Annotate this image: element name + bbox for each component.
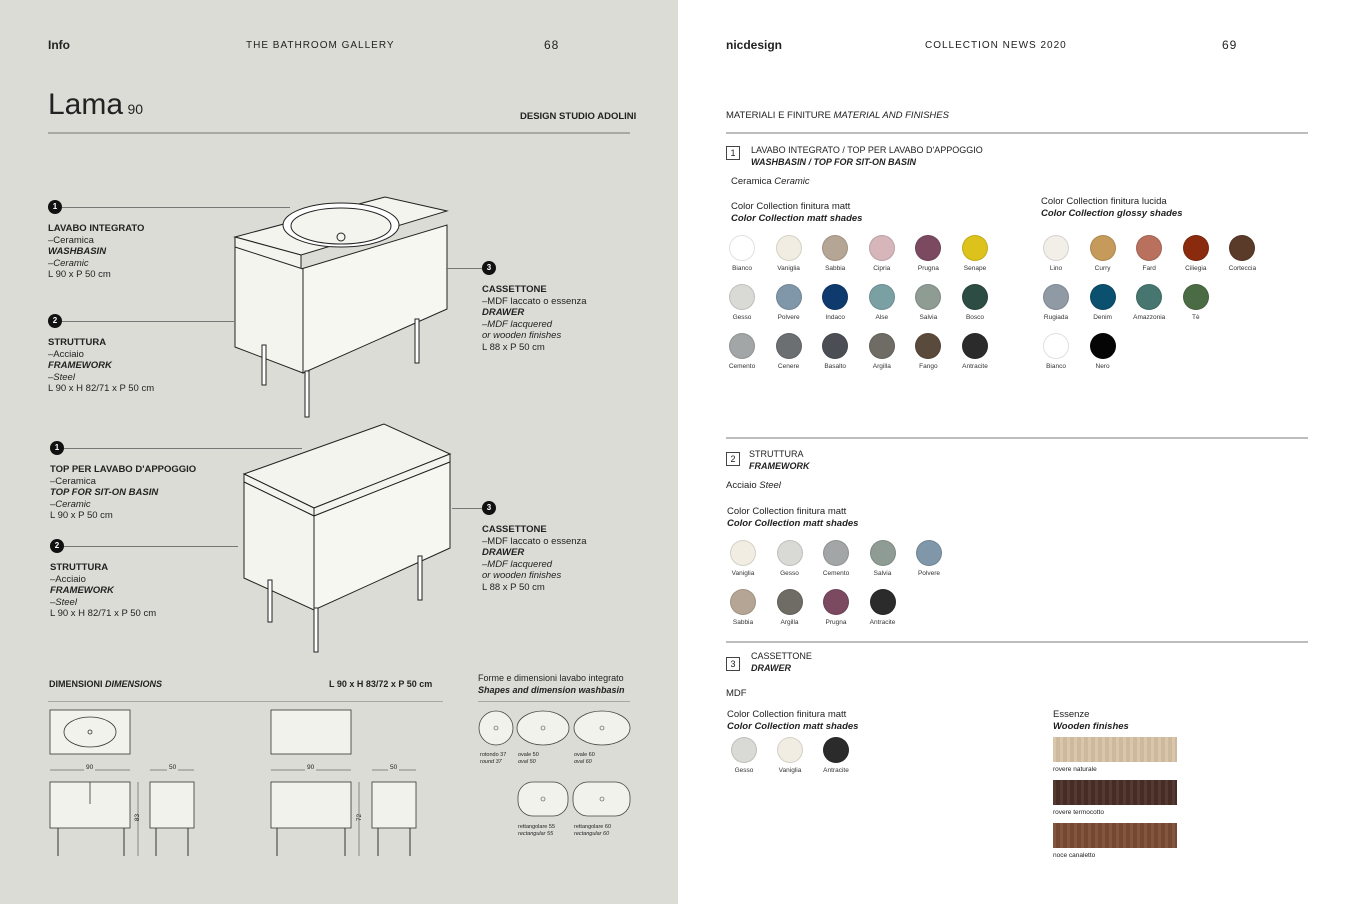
section-2-material [726,480,781,491]
shape-label-1 [480,752,506,765]
material-en: Ceramic [774,176,810,187]
swatch-label: Bianco [732,265,752,272]
swatch-label: Alse [875,314,889,321]
shape-label-en: oval 50 [518,758,536,765]
callout-line: –Steel [48,371,75,383]
section-1-matt-title [731,201,862,224]
swatch-color [822,333,848,359]
callout-line: FRAMEWORK [48,360,112,371]
page-title [48,88,143,122]
color-swatch [858,333,906,370]
color-swatch [811,235,859,272]
swatch-color [729,284,755,310]
callout-2-leader [62,321,234,322]
collection-title-en: Color Collection glossy shades [1041,207,1183,219]
color-swatch [1172,284,1220,321]
swatch-label: Antracite [962,363,988,370]
callout-line: –MDF laccato o essenza [482,535,587,547]
shape-label-it: ovale 60 [574,752,595,758]
swatch-color [729,333,755,359]
section-1-glossy-title [1041,196,1182,219]
callout-line: CASSETTONE [482,524,547,535]
swatch-color [730,540,756,566]
shape-label-en: rectangular 55 [518,830,554,837]
swatch-label: Vaniglia [778,767,802,774]
section-2-title [749,449,810,472]
callout-line: WASHBASIN [48,246,107,257]
swatch-label: Gesso [734,767,754,774]
callout-3-text [482,284,587,353]
color-swatch [1125,284,1173,321]
swatch-color [823,589,849,615]
callout-3-leader [446,268,482,269]
swatch-color [1043,333,1069,359]
callout-line: STRUTTURA [48,337,107,348]
color-swatch [719,540,767,577]
swatch-label: Fango [919,363,938,370]
shape-label-4 [518,824,555,837]
swatch-label: Denim [1093,314,1112,321]
swatch-label: Argilla [780,619,799,626]
color-swatch [859,540,907,577]
shape-label-it: ovale 50 [518,752,539,758]
section-1-material [731,176,810,187]
collection-title-en: Color Collection matt shades [731,212,863,224]
section-2-title-en: FRAMEWORK [749,460,810,471]
swatch-color [1090,235,1116,261]
callout-2b-marker: 2 [50,539,64,553]
callout-line: –Ceramica [48,234,94,246]
callout-line: –Steel [50,596,77,608]
swatch-label: Fard [1142,265,1156,272]
swatch-color [776,284,802,310]
wood-title [1053,709,1129,732]
collection-title-it: Color Collection finitura matt [727,709,847,720]
callout-3-marker: 3 [482,261,496,275]
section-3-divider [726,641,1308,643]
callout-1-leader [62,207,290,208]
callout-line: or wooden finishes [482,570,562,581]
callout-line: DRAWER [482,307,525,318]
swatch-color [1136,284,1162,310]
section-label: Info [48,38,70,52]
color-swatch [1079,333,1127,370]
swatch-color [962,333,988,359]
callout-line: L 90 x P 50 cm [48,269,111,280]
swatch-color [915,333,941,359]
color-swatch [858,235,906,272]
color-swatch [1032,333,1080,370]
section-3-material: MDF [726,688,747,699]
top-cabinet-drawing [238,420,458,660]
color-swatch [951,284,999,321]
color-swatch [951,333,999,370]
section-1-title-it: LAVABO INTEGRATO / TOP PER LAVABO D'APPOGGIO [751,145,983,155]
section-3-number: 3 [726,657,740,671]
swatch-color [731,737,757,763]
swatch-color [730,589,756,615]
swatch-color [870,540,896,566]
color-swatch [811,284,859,321]
section-1-title-en: WASHBASIN / TOP FOR SIT-ON BASIN [751,156,917,167]
swatch-label: Senape [963,265,987,272]
section-2-title-it: STRUTTURA [749,449,804,459]
section-2-number: 2 [726,452,740,466]
callout-line: –Ceramica [50,475,96,487]
color-swatch [718,284,766,321]
swatch-color [776,333,802,359]
shape-label-en: rectangular 60 [574,830,610,837]
swatch-color [776,235,802,261]
wood-label: noce canaletto [1053,852,1096,859]
wood-swatch [1053,737,1177,762]
swatch-label: Polvere [777,314,800,321]
product-name: Lama [48,88,124,121]
color-swatch [1125,235,1173,272]
swatch-label: Cemento [822,570,850,577]
swatch-label: Corteccia [1228,265,1257,272]
swatch-label: Lino [1049,265,1063,272]
swatch-label: Sabbia [825,265,846,272]
designer: DESIGN STUDIO ADOLINI [520,111,637,122]
section-3-title-en: DRAWER [751,662,791,673]
height-dim-2: 72 [356,813,364,822]
color-swatch [951,235,999,272]
callout-line: TOP PER LAVABO D'APPOGGIO [50,464,197,475]
washbasin-cabinet-drawing [225,185,455,425]
color-swatch [904,235,952,272]
wood-label: rovere termocotto [1053,809,1104,816]
swatch-label: Antracite [869,619,896,626]
swatch-label: Cipria [873,265,891,272]
collection-title-it: Color Collection finitura matt [727,506,847,517]
callout-line: STRUTTURA [50,562,109,573]
callout-1b-leader [64,448,302,449]
swatch-label: Bianco [1046,363,1066,370]
swatch-label: Gesso [780,570,799,577]
color-swatch [905,540,953,577]
swatch-label: Bosco [965,314,985,321]
shape-label-it: rettangolare 55 [518,824,555,830]
section-1-number: 1 [726,146,740,160]
wood-title-en: Wooden finishes [1053,720,1129,732]
swatch-color [915,284,941,310]
color-swatch [904,333,952,370]
swatch-label: Salvia [873,570,892,577]
materials-title-en: MATERIAL AND FINISHES [833,110,949,121]
color-swatch [718,333,766,370]
swatch-color [962,284,988,310]
callout-line: FRAMEWORK [50,585,114,596]
materials-title-it: MATERIALI E FINITURE [726,110,831,121]
callout-1-text [48,223,144,281]
swatch-label: Tè [1192,314,1200,321]
color-swatch [720,737,768,774]
color-swatch [765,333,813,370]
callout-line: L 90 x P 50 cm [50,510,113,521]
color-swatch [811,333,859,370]
swatch-color [1043,235,1069,261]
swatch-label: Nero [1095,363,1110,370]
swatch-color [822,284,848,310]
shapes-title-it: Forme e dimensioni lavabo integrato [478,673,624,683]
swatch-label: Prugna [825,619,847,626]
depth-dim-2: 50 [390,764,398,771]
color-swatch [858,284,906,321]
dimension-drawings [48,708,448,860]
swatch-color [1183,284,1209,310]
swatch-label: Rugiada [1043,314,1069,321]
callout-line: L 88 x P 50 cm [482,581,545,593]
color-swatch [812,589,860,626]
callout-1-marker: 1 [48,200,62,214]
dimensions-label-en: DIMENSIONS [105,679,163,689]
collection-title-it: Color Collection finitura matt [731,201,851,212]
color-swatch [766,737,814,774]
callout-2-text [48,337,154,395]
color-swatch [904,284,952,321]
material-it: Acciaio [726,480,757,491]
callout-line: DRAWER [482,547,525,558]
swatch-label: Indaco [825,314,845,321]
callout-line: L 90 x H 82/71 x P 50 cm [48,383,155,394]
swatch-color [962,235,988,261]
dimensions-divider [48,701,443,702]
swatch-color [777,589,803,615]
color-swatch [765,235,813,272]
swatch-color [1229,235,1255,261]
swatch-color [1043,284,1069,310]
collection-title-en: Color Collection matt shades [727,720,859,732]
swatch-color [823,737,849,763]
callout-1b-text [50,464,196,522]
callout-line: LAVABO INTEGRATO [48,223,145,234]
swatch-label: Antracite [823,767,849,774]
color-swatch [1079,235,1127,272]
swatch-color [869,284,895,310]
callout-line: –MDF laccato o essenza [482,295,587,307]
swatch-color [777,540,803,566]
color-swatch [1032,235,1080,272]
color-swatch [1172,235,1220,272]
color-swatch [766,540,814,577]
color-swatch [1032,284,1080,321]
page-number: 68 [544,38,560,52]
shape-label-3 [574,752,595,765]
wood-title-it: Essenze [1053,709,1090,720]
dimensions-label-it: DIMENSIONI [49,679,103,689]
callout-line: –Acciaio [48,348,84,360]
callout-line: –MDF lacquered [482,318,553,330]
color-swatch [766,589,814,626]
section-2-divider [726,437,1308,439]
section-2-matt-title [727,506,858,529]
shapes-title [478,673,625,696]
swatch-label: Salvia [919,314,938,321]
callout-2-marker: 2 [48,314,62,328]
color-swatch [765,284,813,321]
collection-title-it: Color Collection finitura lucida [1041,196,1167,207]
collection-title-en: Color Collection matt shades [727,517,859,529]
color-swatch [718,235,766,272]
wood-swatch [1053,780,1177,805]
shape-label-en: round 37 [480,758,502,765]
swatch-label: Cenere [777,363,800,370]
color-swatch [1218,235,1266,272]
swatch-color [777,737,803,763]
product-size: 90 [127,101,144,117]
width-dim-2: 90 [307,764,315,771]
shape-label-2 [518,752,539,765]
material-en: Steel [759,480,781,491]
callout-line: –MDF lacquered [482,558,553,570]
swatch-label: Prugna [917,265,939,272]
swatch-color [869,333,895,359]
swatch-color [1136,235,1162,261]
callout-line: or wooden finishes [482,330,562,341]
swatch-color [823,540,849,566]
section-3-matt-title [727,709,858,732]
callout-3b-marker: 3 [482,501,496,515]
swatch-label: Sabbia [732,619,754,626]
swatch-label: Cemento [728,363,756,370]
section-3-title-it: CASSETTONE [751,651,812,661]
swatch-label: Amazzonia [1133,314,1166,321]
swatch-color [822,235,848,261]
callout-line: L 88 x P 50 cm [482,341,545,353]
materials-divider [726,132,1308,134]
running-title: COLLECTION NEWS 2020 [925,40,1067,51]
height-dim-1: 83 [134,813,142,822]
wood-swatch [1053,823,1177,848]
swatch-color [1090,333,1116,359]
callout-2b-leader [64,546,238,547]
callout-1b-marker: 1 [50,441,64,455]
brand: nicdesign [726,38,783,52]
color-swatch [1079,284,1127,321]
swatch-label: Curry [1094,265,1111,272]
swatch-color [870,589,896,615]
color-swatch [719,589,767,626]
shapes-title-en: Shapes and dimension washbasin [478,684,625,695]
callout-2b-text [50,562,156,620]
swatch-label: Ciliegia [1185,265,1207,272]
section-3-title [751,651,812,674]
callout-line: –Ceramic [48,257,89,269]
swatch-label: Gesso [732,314,752,321]
title-divider [48,132,630,134]
shape-label-it: rettangolare 60 [574,824,611,830]
swatch-color [1090,284,1116,310]
depth-dim-1: 50 [169,764,177,771]
swatch-label: Vaniglia [731,570,755,577]
swatch-color [729,235,755,261]
shape-label-en: oval 60 [574,758,592,765]
dimensions-label [49,679,162,689]
swatch-color [916,540,942,566]
color-swatch [859,589,907,626]
page-number: 69 [1222,38,1238,52]
materials-title [726,110,949,121]
running-title: THE BATHROOM GALLERY [246,40,395,51]
color-swatch [812,737,860,774]
callout-3b-leader [452,508,482,509]
callout-line: –Ceramic [50,498,91,510]
swatch-color [915,235,941,261]
shapes-divider [478,701,630,702]
material-it: Ceramica [731,176,772,187]
swatch-label: Basalto [824,363,847,370]
swatch-label: Polvere [917,570,941,577]
shape-label-it: rotondo 37 [480,752,507,758]
right-page [678,0,1356,904]
callout-line: CASSETTONE [482,284,547,295]
swatch-label: Vaniglia [777,265,800,272]
section-1-title [751,145,983,168]
swatch-color [1183,235,1209,261]
callout-line: L 90 x H 82/71 x P 50 cm [50,608,157,619]
color-swatch [812,540,860,577]
dimensions-value: L 90 x H 83/72 x P 50 cm [329,679,433,689]
wood-label: rovere naturale [1053,766,1097,773]
callout-3b-text [482,524,587,593]
width-dim-1: 90 [86,764,94,771]
callout-line: –Acciaio [50,573,86,585]
callout-line: TOP FOR SIT-ON BASIN [50,487,159,498]
swatch-color [869,235,895,261]
shape-label-5 [574,824,611,837]
swatch-label: Argilla [872,363,891,370]
